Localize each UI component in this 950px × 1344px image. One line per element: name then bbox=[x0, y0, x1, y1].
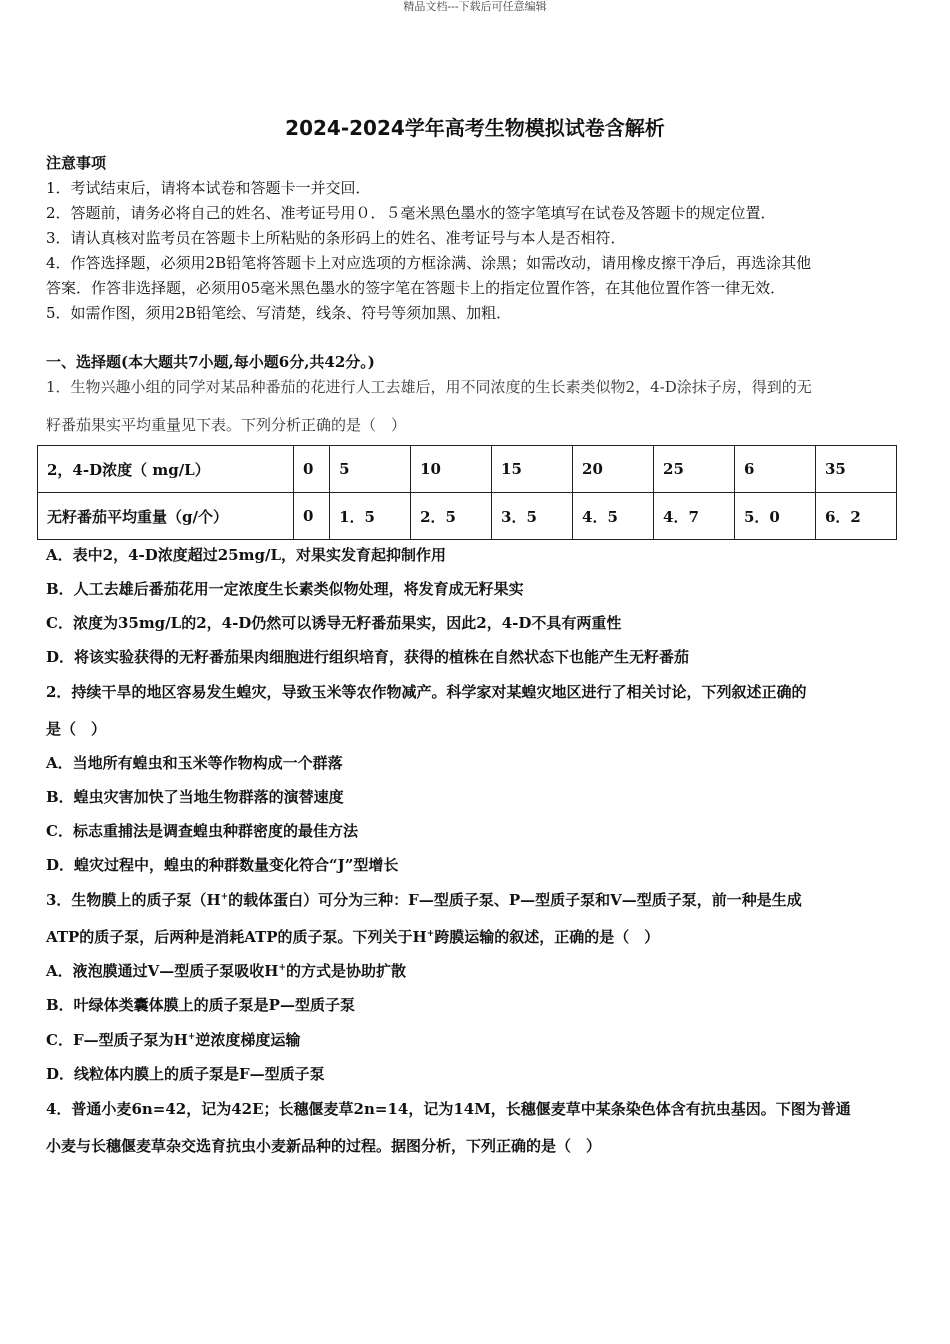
notice-item-4: 4．作答选择题，必须用2B铅笔将答题卡上对应选项的方框涂满、涂黑；如需改动，请用橡皮擦干净后，再选涂其他 bbox=[46, 254, 812, 272]
q1-option-c: C．浓度为35mg/L的2，4-D仍然可以诱导无籽番茄果实，因此2，4-D不具有两重性 bbox=[46, 614, 622, 632]
q2-option-d: D．蝗灾过程中，蝗虫的种群数量变化符合“J”型增长 bbox=[46, 856, 399, 874]
q3-stem-part: 的载体蛋白）可分为三种：F—型质子泵、P—型质子泵和V—型质子泵，前一种是生成 bbox=[228, 891, 802, 909]
notice-item-1: 1．考试结束后，请将本试卷和答题卡一并交回． bbox=[46, 179, 371, 197]
table-cell: 0 bbox=[294, 446, 330, 493]
superscript-plus: + bbox=[187, 1032, 196, 1042]
table-cell: 5．0 bbox=[735, 493, 816, 540]
q3-option-c-part: 逆浓度梯度运输 bbox=[195, 1031, 301, 1049]
table-row-label: 2，4-D浓度（ mg/L） bbox=[38, 446, 294, 493]
table-cell: 4．5 bbox=[573, 493, 654, 540]
q3-stem-part: ATP的质子泵，后两种是消耗ATP的质子泵。下列关于H bbox=[46, 928, 427, 946]
notice-item-5: 5．如需作图，须用2B铅笔绘、写清楚，线条、符号等须加黑、加粗． bbox=[46, 304, 512, 322]
superscript-plus: + bbox=[426, 929, 435, 939]
superscript-plus: + bbox=[278, 963, 286, 973]
q3-stem-cont bbox=[46, 926, 659, 947]
q3-stem bbox=[46, 889, 802, 910]
q1-stem: 1．生物兴趣小组的同学对某品种番茄的花进行人工去雄后，用不同浓度的生长素类似物2，4-D涂抹子房，得到的无 bbox=[46, 378, 812, 396]
notice-item-3: 3．请认真核对监考员在答题卡上所粘贴的条形码上的姓名、准考证号与本人是否相符． bbox=[46, 229, 626, 247]
q3-option-a-part: 的方式是协助扩散 bbox=[286, 962, 407, 980]
q1-data-table bbox=[37, 445, 897, 540]
table-cell: 35 bbox=[815, 446, 896, 493]
table-cell: 10 bbox=[411, 446, 492, 493]
q4-stem-cont: 小麦与长穗偃麦草杂交选育抗虫小麦新品种的过程。据图分析，下列正确的是（ ） bbox=[46, 1137, 602, 1155]
q4-stem: 4．普通小麦6n=42，记为42E；长穗偃麦草2n=14，记为14M，长穗偃麦草中某条染色体含有抗虫基因。下图为普通 bbox=[46, 1100, 851, 1118]
section-heading: 一、选择题(本大题共7小题,每小题6分,共42分。) bbox=[46, 353, 375, 371]
table-cell: 25 bbox=[654, 446, 735, 493]
notice-item-2: 2．答题前，请务必将自己的姓名、准考证号用０．５毫米黑色墨水的签字笔填写在试卷及答题卡的规定位置． bbox=[46, 204, 776, 222]
table-cell: 20 bbox=[573, 446, 654, 493]
table-cell: 15 bbox=[492, 446, 573, 493]
q1-stem-cont: 籽番茄果实平均重量见下表。下列分析正确的是（ ） bbox=[46, 416, 407, 434]
q3-option-d: D．线粒体内膜上的质子泵是F—型质子泵 bbox=[46, 1065, 325, 1083]
q3-stem-part: 跨膜运输的叙述，正确的是（ ） bbox=[434, 928, 660, 946]
q2-stem-cont: 是（ ） bbox=[46, 720, 107, 738]
table-cell: 4．7 bbox=[654, 493, 735, 540]
q3-stem-part: 3．生物膜上的质子泵（H bbox=[46, 891, 221, 909]
table-row bbox=[38, 493, 897, 540]
table-cell: 3．5 bbox=[492, 493, 573, 540]
q1-option-b: B．人工去雄后番茄花用一定浓度生长素类似物处理，将发育成无籽果实 bbox=[46, 580, 524, 598]
page-header: 精品文档---下载后可任意编辑 bbox=[403, 0, 547, 13]
q3-option-c-part: C．F—型质子泵为H bbox=[46, 1031, 188, 1049]
superscript-plus: + bbox=[220, 892, 229, 902]
q3-option-c bbox=[46, 1029, 300, 1050]
table-cell: 1．5 bbox=[330, 493, 411, 540]
table-cell: 6 bbox=[735, 446, 816, 493]
table-row bbox=[38, 446, 897, 493]
q1-option-d: D．将该实验获得的无籽番茄果肉细胞进行组织培育，获得的植株在自然状态下也能产生无籽番茄 bbox=[46, 648, 690, 666]
q3-option-a bbox=[46, 960, 406, 981]
q3-option-a-part: A．液泡膜通过V—型质子泵吸收H bbox=[46, 962, 279, 980]
q3-option-b: B．叶绿体类囊体膜上的质子泵是P—型质子泵 bbox=[46, 996, 355, 1014]
table-cell: 5 bbox=[330, 446, 411, 493]
page-title: 2024-2024学年高考生物模拟试卷含解析 bbox=[285, 116, 665, 140]
q2-option-b: B．蝗虫灾害加快了当地生物群落的演替速度 bbox=[46, 788, 344, 806]
q1-option-a: A．表中2，4-D浓度超过25mg/L，对果实发育起抑制作用 bbox=[46, 546, 447, 564]
notice-heading: 注意事项 bbox=[46, 154, 107, 172]
q2-option-c: C．标志重捕法是调查蝗虫种群密度的最佳方法 bbox=[46, 822, 358, 840]
table-cell: 2．5 bbox=[411, 493, 492, 540]
notice-item-4-cont: 答案．作答非选择题，必须用05毫米黑色墨水的签字笔在答题卡上的指定位置作答，在其他位置作答一律无效． bbox=[46, 279, 786, 297]
q2-stem: 2．持续干旱的地区容易发生蝗灾，导致玉米等农作物减产。科学家对某蝗灾地区进行了相关讨论，下列叙述正确的 bbox=[46, 683, 807, 701]
table-cell: 0 bbox=[294, 493, 330, 540]
q2-option-a: A．当地所有蝗虫和玉米等作物构成一个群落 bbox=[46, 754, 343, 772]
table-cell: 6．2 bbox=[815, 493, 896, 540]
table-row-label: 无籽番茄平均重量（g/个） bbox=[38, 493, 294, 540]
